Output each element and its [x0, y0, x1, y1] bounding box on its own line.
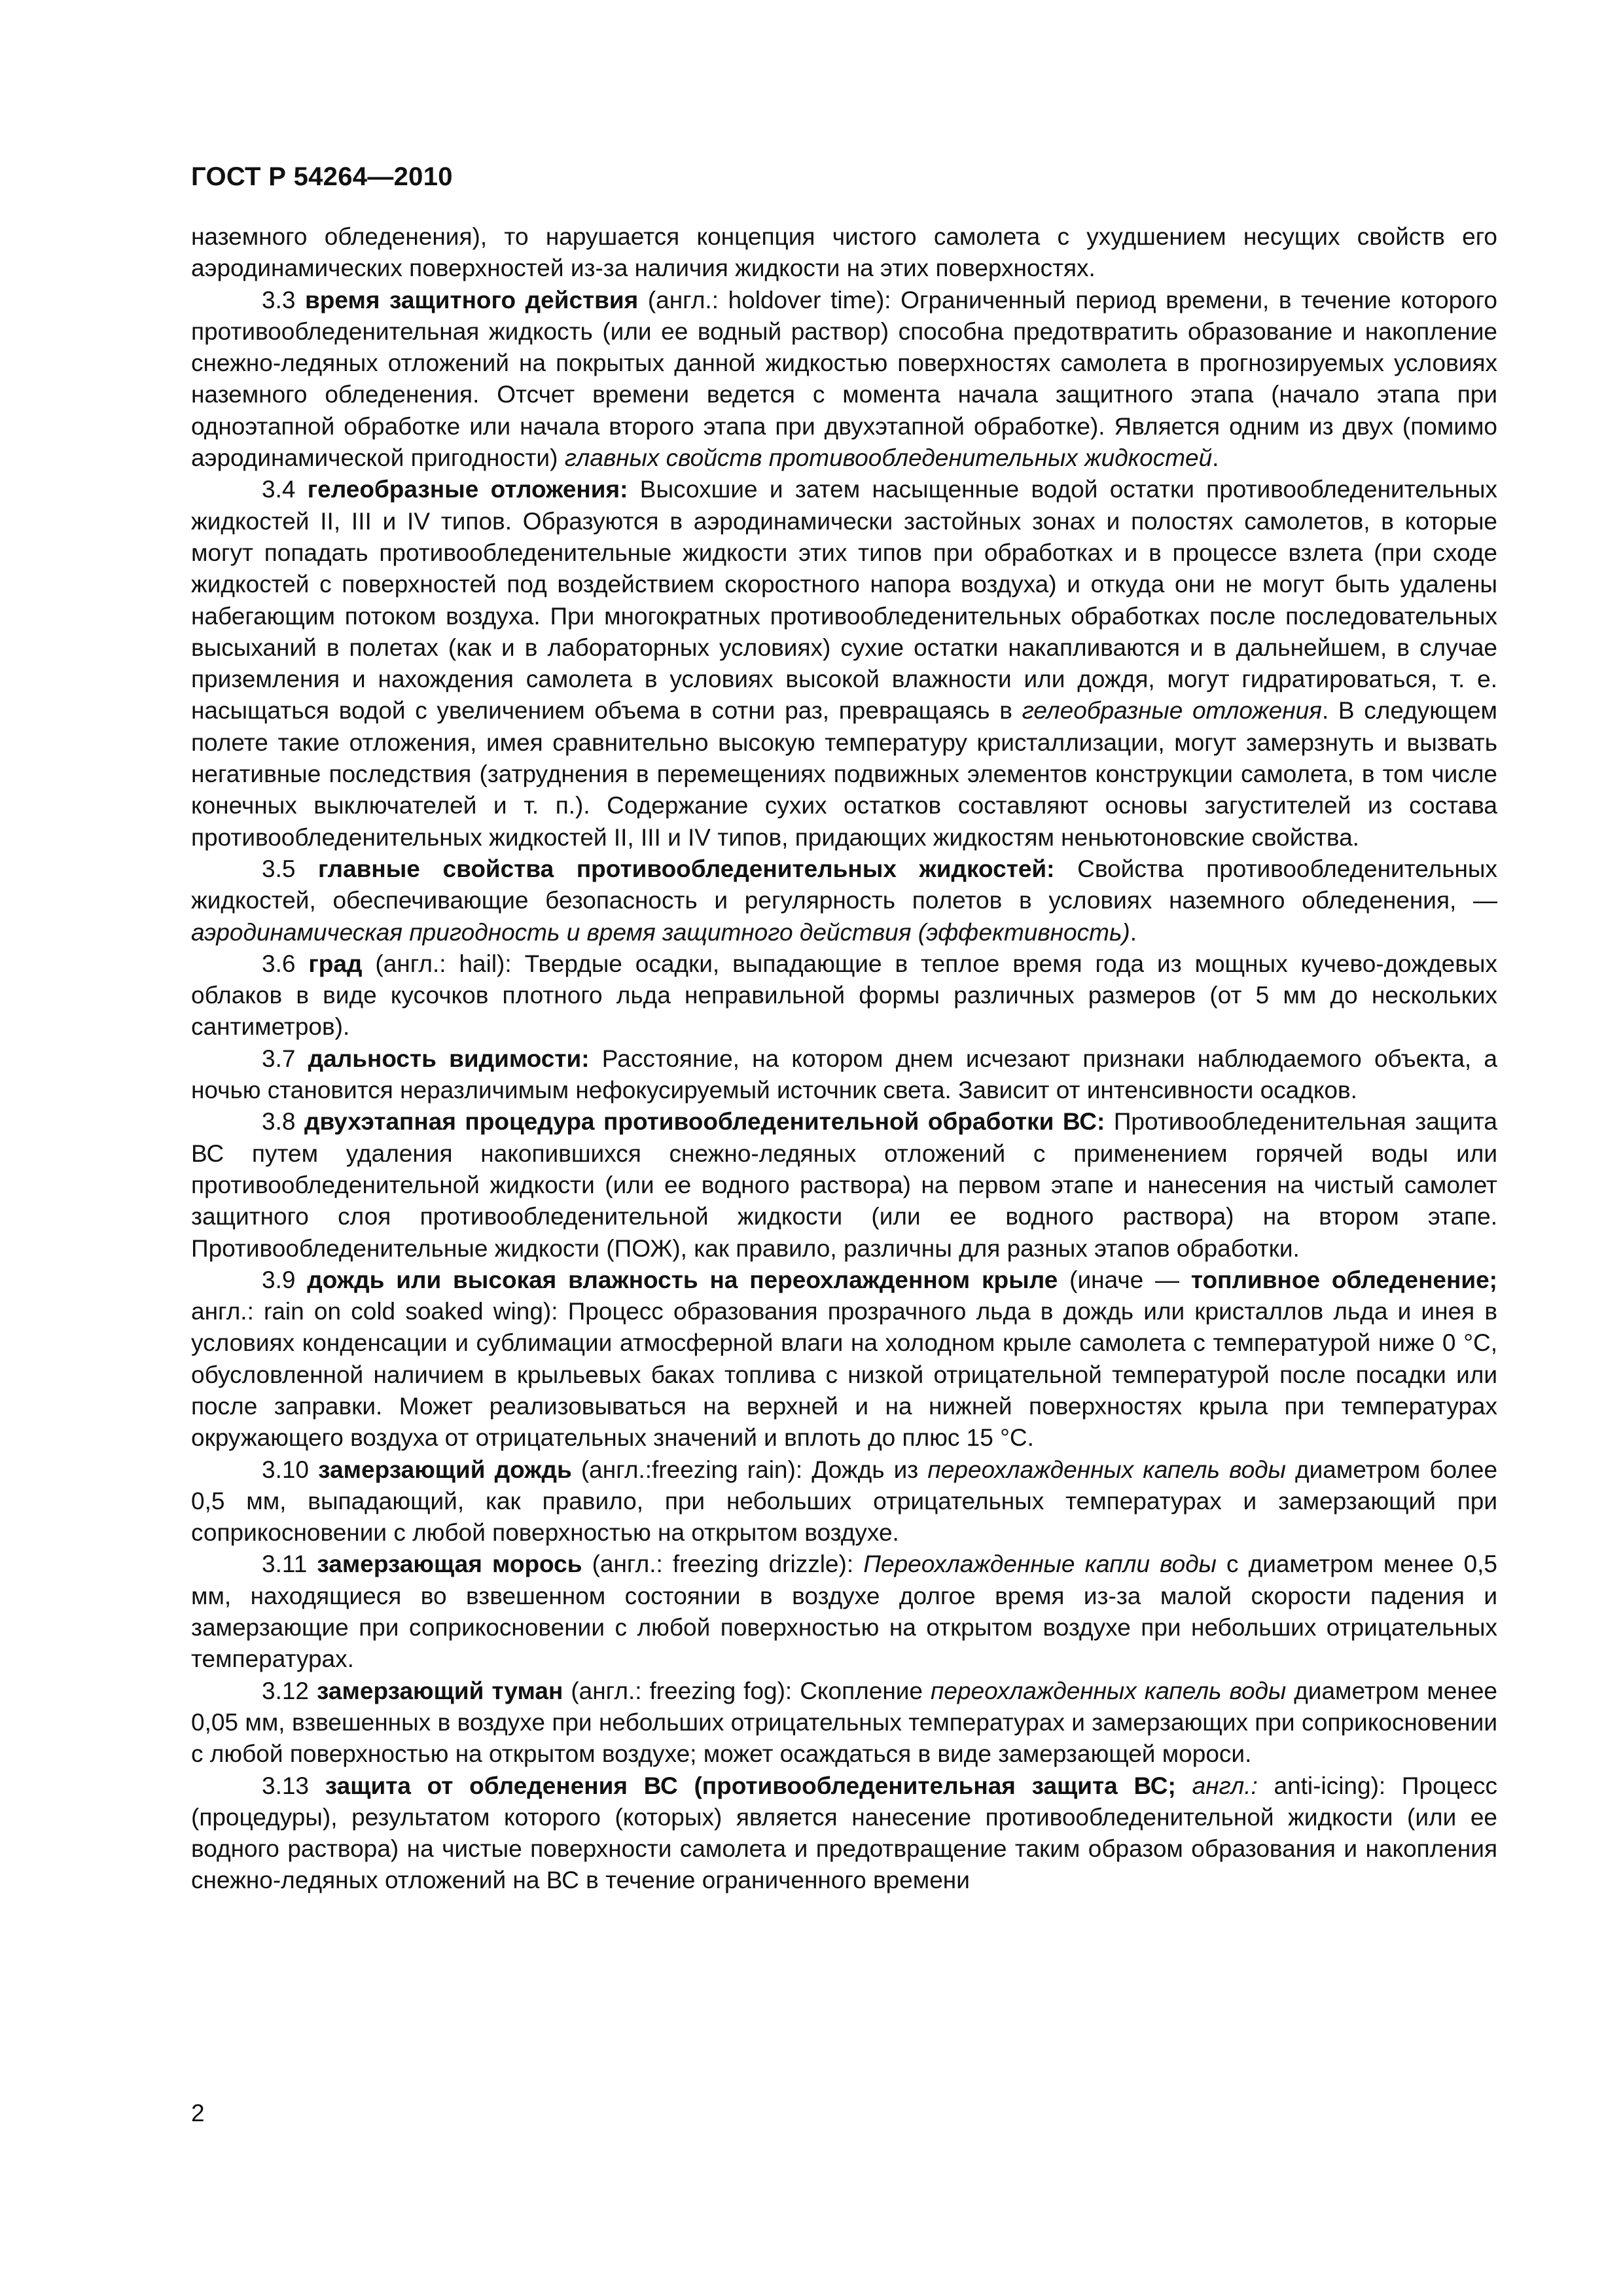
definition-text: (англ.: holdover time): Ограниченный период времени, в течение которого противообледенительная жидкость (или ее водный раствор) способна предотвратить образование и накопление снежно-ледяных отложений на покрытых данной жидкостью поверхностях самолета в прогнозируемых условиях наземного обледенения. Отсчет времени ведется с момента начала защитного этапа (начало этапа при одноэтапной обработке или начала второго этапа при двухэтапной обработке). Является одним из двух (помимо аэродинамической пригодности): [191, 286, 1497, 472]
standard-header: ГОСТ Р 54264—2010: [191, 162, 453, 191]
definition-text: диаметром более 0,5 мм, выпадающий, как правило, при небольших отрицательных температурах и замерзающий при соприкосновении с любой поверхностью на открытом воздухе.: [191, 1456, 1498, 1547]
definition-text: (англ.: freezing drizzle):: [582, 1551, 864, 1578]
term-title: защита от обледенения ВС (противообледенительная защита ВС;: [325, 1772, 1176, 1799]
term-title: время защитного действия: [305, 286, 639, 314]
definition-text: Высохшие и затем насыщенные водой остатки противообледенительных жидкостей II, III и IV типов. Образуются в аэродинамически застойных зонах и полостях самолетов, в которые могут попадать противообледенительные жидкости этих типов при обработках и в процессе взлета (при сходе жидкостей с поверхностей под воздействием скоростного напора воздуха) и откуда они не могут быть удалены набегающим потоком воздуха. При многократных противообледенительных обработках после последовательных высыханий в полетах (как и в лабораторных условиях) сухие остатки накапливаются и в дальнейшем, в случае приземления и нахождения самолета в условиях высокой влажности или дождя, могут гидратироваться, т. е. насыщаться водой с увеличением объема в сотни раз, превращаясь в: [191, 476, 1497, 725]
definition-text: (англ.: freezing fog): Скопление: [563, 1677, 931, 1704]
term-number: 3.3: [262, 286, 296, 314]
term-title: двухэтапная процедура противообледенительной обработки ВС:: [304, 1108, 1105, 1136]
emphasis-text: гелеобразные отложения: [1022, 697, 1322, 725]
term-definition: [191, 853, 1497, 948]
definition-text: с диаметром менее 0,5 мм, находящиеся во взвешенном состоянии в воздухе долгое время из-за малой скорости падения и замерзающие при соприкосновении с любой поверхностью на открытом воздухе при небольших отрицательных температурах.: [191, 1551, 1498, 1673]
term-title: град: [308, 950, 363, 977]
definition-text: англ.: rain on cold soaked wing): Процесс образования прозрачного льда в дождь или кристаллов льда и инея в условиях конденсации и сублимации атмосферной влаги на холодном крыле самолета с температурой ниже 0 °С, обусловленной наличием в крыльевых баках топлива с низкой отрицательной температурой после посадки или после заправки. Может реализовываться на верхней и на нижней поверхностях крыла при температурах окружающего воздуха от отрицательных значений и вплоть до плюс 15 °С.: [191, 1298, 1497, 1452]
term-number: 3.9: [262, 1266, 296, 1293]
term-definition: [191, 1106, 1497, 1264]
term-number: 3.11: [262, 1551, 308, 1578]
term-number: 3.6: [262, 950, 296, 977]
emphasis-text: главных свойств противообледенительных жидкостей: [564, 444, 1213, 472]
term-title: дождь или высокая влажность на переохлажденном крыле: [307, 1266, 1058, 1293]
intro-paragraph: наземного обледенения), то нарушается концепция чистого самолета с ухудшением несущих свойств его аэродинамических поверхностей из-за наличия жидкости на этих поверхностях.: [191, 223, 1497, 282]
term-definition: [191, 1043, 1497, 1107]
term-title: гелеобразные отложения:: [307, 476, 628, 503]
term-number: 3.10: [262, 1456, 310, 1483]
definition-text: Свойства противообледенительных жидкостей, обеспечивающие безопасность и регулярность полетов в условиях наземного обледенения, —: [191, 855, 1497, 914]
term-number: 3.5: [262, 855, 296, 882]
term-definition: [191, 1770, 1497, 1897]
term-definition: [191, 948, 1497, 1043]
bold-term-text: топливное обледенение;: [1190, 1266, 1497, 1293]
term-number: 3.7: [262, 1045, 296, 1072]
term-number: 3.4: [262, 476, 296, 503]
term-definition: [191, 1549, 1497, 1675]
definition-text: (англ.:freezing rain): Дождь из: [571, 1456, 928, 1483]
definition-text: диаметром менее 0,05 мм, взвешенных в воздухе при небольших отрицательных температурах и замерзающих при соприкосновении с любой поверхностью на открытом воздухе; может осаждаться в виде замерзающей мороси.: [191, 1677, 1497, 1768]
term-number: 3.13: [262, 1772, 310, 1799]
definition-text: (англ.: hail): Твердые осадки, выпадающие в теплое время года из мощных кучево-дождевых облаков в виде кусочков плотного льда неправильной формы различных размеров (от 5 мм до нескольких сантиметров).: [191, 950, 1498, 1041]
term-definition: [191, 1265, 1497, 1454]
term-definition: [191, 1454, 1497, 1549]
term-number: 3.8: [262, 1108, 296, 1136]
definition-text: Противообледенительная защита ВС путем удаления накопившихся снежно-ледяных отложений с применением горячей воды или противообледенительной жидкости (или ее водного раствора) на первом этапе и нанесения на чистый самолет защитного слоя противообледенительной жидкости (или ее водного раствора) на втором этапе. Противообледенительные жидкости (ПОЖ), как правило, различны для разных этапов обработки.: [191, 1108, 1498, 1262]
term-definition: [191, 1676, 1497, 1770]
emphasis-text: Переохлажденные капли воды: [863, 1551, 1217, 1578]
term-title: замерзающий дождь: [318, 1456, 572, 1483]
emphasis-text: переохлажденных капель воды: [927, 1456, 1286, 1483]
definition-text: .: [1212, 444, 1219, 472]
definition-text: . В следующем полете такие отложения, имея сравнительно высокую температуру кристаллизации, могут замерзнуть и вызвать негативные последствия (затруднения в перемещениях подвижных элементов конструкции самолета, в том числе конечных выключателей и т. п.). Содержание сухих остатков составляют основы загустителей из состава противообледенительных жидкостей II, III и IV типов, придающих жидкостям неньютоновские свойства.: [191, 697, 1497, 851]
definition-text: anti-icing): Процесс (процедуры), результатом которого (которых) является нанесение противообледенительной жидкости (или ее водного раствора) на чистые поверхности самолета и предотвращение таким образом образования и накопления снежно-ледяных отложений на ВС в течение ограниченного времени: [191, 1772, 1497, 1894]
term-title: замерзающая морось: [317, 1551, 582, 1578]
document-body: [191, 221, 1497, 1897]
definition-text: (иначе —: [1058, 1266, 1191, 1293]
term-title: дальность видимости:: [308, 1045, 590, 1072]
emphasis-text: аэродинамическая пригодность и время защитного действия (эффективность): [191, 918, 1130, 946]
emphasis-text: переохлажденных капель воды: [931, 1677, 1287, 1704]
definition-text: [1176, 1772, 1192, 1799]
term-title: главные свойства противообледенительных жидкостей:: [318, 855, 1055, 882]
emphasis-text: англ.:: [1192, 1772, 1258, 1799]
term-title: замерзающий туман: [317, 1677, 563, 1704]
term-definition: [191, 474, 1497, 853]
definition-text: Расстояние, на котором днем исчезают признаки наблюдаемого объекта, а ночью становится неразличимым нефокусируемый источник света. Зависит от интенсивности осадков.: [191, 1045, 1497, 1104]
term-number: 3.12: [262, 1677, 310, 1704]
definition-text: .: [1130, 918, 1137, 946]
page-number: 2: [191, 2100, 205, 2126]
term-definition: [191, 285, 1497, 475]
